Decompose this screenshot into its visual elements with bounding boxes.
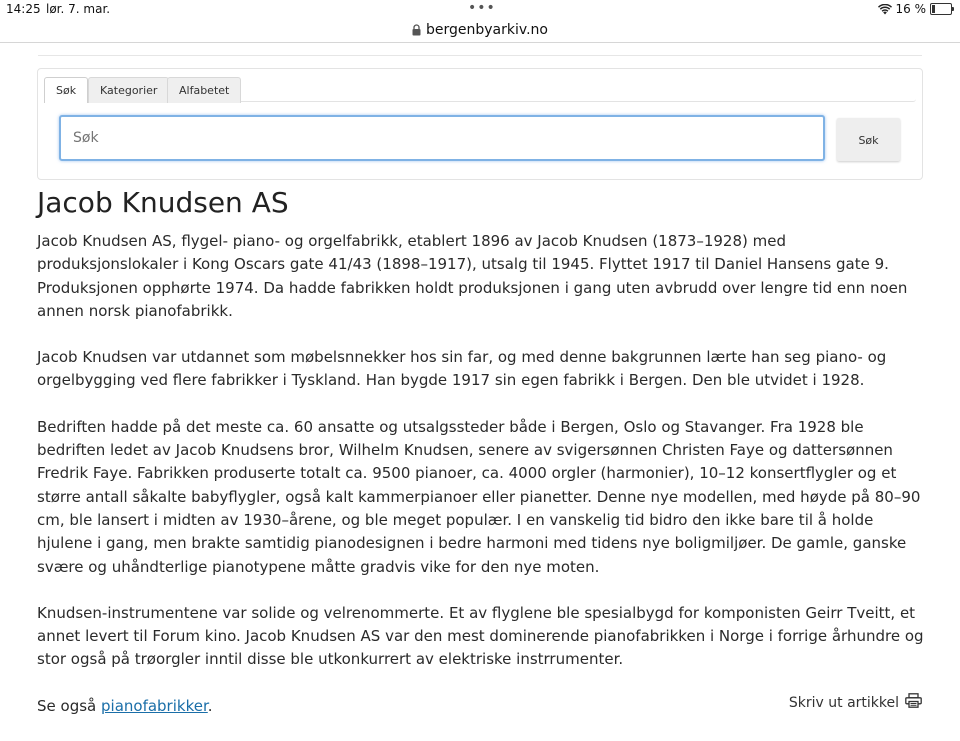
tab-kategorier[interactable]: Kategorier [88,77,169,103]
battery-percent: 16 % [895,2,926,16]
article-paragraph: Jacob Knudsen var utdannet som møbelsnnekker hos sin far, og med denne bakgrunnen lærte han seg piano- og orgelbygging ved flere fabrikker i Tyskland. Han bygde 1917 sin egen fabrikk i Bergen. Den ble utvidet i 1928. [37,348,887,390]
page-title: Jacob Knudsen AS [37,186,289,219]
lock-icon [412,24,421,36]
address-bar[interactable] [0,18,960,43]
tab-sok[interactable]: Søk [44,77,88,103]
print-label[interactable]: Skriv ut artikkel [788,694,899,711]
article-body [37,230,927,741]
search-input[interactable] [59,115,825,161]
wifi-icon [878,4,892,15]
see-also-suffix: . [207,696,213,715]
divider [38,55,922,56]
multitasking-dots-icon[interactable]: ••• [468,0,496,16]
see-also-link[interactable]: pianofabrikker [101,696,208,715]
article-paragraph: Jacob Knudsen AS, flygel- piano- og orgelfabrikk, etablert 1896 av Jacob Knudsen (1873–1928) med produksjonslokaler i Kong Oscars gate 41/43 (1898–1917), utsalg til 1945. Flyttet 1917 til Daniel Hansens gate 9. Produksjonen opphørte 1974. Da hadde fabrikken holdt produksjonen i gang uten avbrudd over lengre tid enn noen annen norsk pianofabrikk. [37,232,908,320]
battery-icon [930,3,952,15]
search-button[interactable]: Søk [837,118,900,161]
article-paragraph: Knudsen-instrumentene var solide og velrenommerte. Et av flyglene ble spesialbygd for komponisten Geirr Tveitt, et annet levert til Forum kino. Jacob Knudsen AS var den mest dominerende pianofabrikken i Norge i forrige århundre og stor også på trøorgler inntil disse ble utkonkurrert av elektriske instrrumenter. [37,603,924,669]
search-panel [37,68,923,180]
status-bar [0,0,960,20]
article-paragraph: Bedriften hadde på det meste ca. 60 ansatte og utsalgssteder både i Bergen, Oslo og Stavanger. Fra 1928 ble bedriften ledet av Jacob Knudsens bror, Wilhelm Knudsen, senere av svigersønnen Christen Faye og dattersønnen Fredrik Faye. Fabrikken produserte totalt ca. 9500 pianoer, ca. 4000 orgler (harmonier), 10–12 konsertflygler og et større antall såkalte babyflygler, også kalt kammerpianoer eller pianetter. Denne nye modellen, med høyde på 80–90 cm, ble lansert i midten av 1930–årene, og ble meget populær. I en vanskelig tid bidro den ikke bare til å holde hjulene i gang, men brakte samtidig pianodesignen i bedre harmoni med tidens nye boligmiljøer. De gamle, ganske svære og uhåndterlige pianotypene måtte gradvis vike for den nye moten. [37,417,921,576]
status-time: 14:25 [6,2,41,16]
printer-icon[interactable] [905,693,922,712]
url-text[interactable]: bergenbyarkiv.no [426,22,548,38]
status-date: lør. 7. mar. [46,2,111,16]
see-also-prefix: Se også [37,696,101,715]
search-tabs [44,73,916,102]
print-article-link[interactable] [789,693,922,712]
tab-alfabetet[interactable]: Alfabetet [167,77,241,103]
